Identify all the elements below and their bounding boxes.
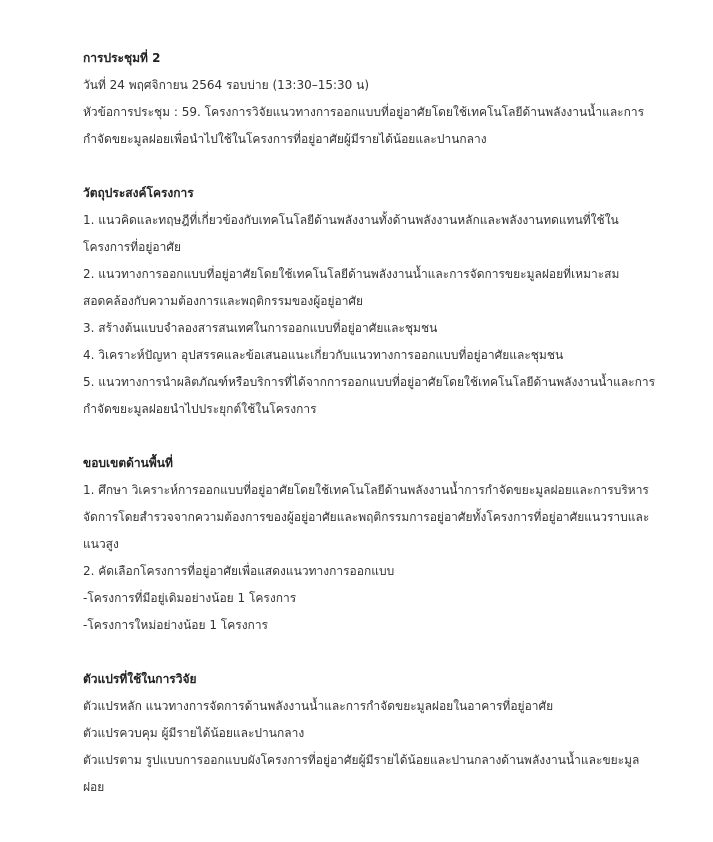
scope-heading: ขอบเขตด้านพื้นที่	[83, 456, 173, 470]
objective-2-line-1: 2. แนวทางการออกแบบที่อยู่อาศัยโดยใช้เทคโนโลยีด้านพลังงานน้ำและการจัดการขยะมูลฝอยที่เหมาะสม	[83, 267, 620, 281]
objective-5-line-1: 5. แนวทางการนำผลิตภัณฑ์หรือบริการที่ได้จากการออกแบบที่อยู่อาศัยโดยใช้เทคโนโลยีด้านพลังงานน้ำและการ	[83, 375, 656, 389]
meeting-title: การประชุมที่ 2	[83, 51, 161, 65]
objective-1-line-1: 1. แนวคิดและทฤษฎีที่เกี่ยวข้องกับเทคโนโลยีด้านพลังงานทั้งด้านพลังงานหลักและพลังงานทดแทนที่ใช้ใน	[83, 213, 619, 227]
meeting-topic-line-1: หัวข้อการประชุม : 59. โครงการวิจัยแนวทางการออกแบบที่อยู่อาศัยโดยใช้เทคโนโลยีด้านพลังงานน้ำและการ	[83, 105, 645, 119]
variables-heading: ตัวแปรที่ใช้ในการวิจัย	[83, 672, 197, 686]
objective-4: 4. วิเคราะห์ปัญหา อุปสรรคและข้อเสนอแนะเกี่ยวกับแนวทางการออกแบบที่อยู่อาศัยและชุมชน	[83, 348, 564, 362]
objectives-heading: วัตถุประสงค์โครงการ	[83, 186, 194, 200]
objective-5-line-2: กำจัดขยะมูลฝอยนำไปประยุกต์ใช้ในโครงการ	[83, 402, 317, 416]
scope-line-5: -โครงการที่มีอยู่เดิมอย่างน้อย 1 โครงการ	[83, 591, 297, 605]
section-spacer	[83, 423, 673, 450]
objective-3: 3. สร้างต้นแบบจำลองสารสนเทศในการออกแบบที่อยู่อาศัยและชุมชน	[83, 321, 438, 335]
meeting-date: วันที่ 24 พฤศจิกายน 2564 รอบบ่าย (13:30–15:30 น)	[83, 78, 369, 92]
section-spacer	[83, 639, 673, 666]
variables-line-1: ตัวแปรหลัก แนวทางการจัดการด้านพลังงานน้ำและการกำจัดขยะมูลฝอยในอาคารที่อยู่อาศัย	[83, 699, 554, 713]
scope-line-6: -โครงการใหม่อย่างน้อย 1 โครงการ	[83, 618, 269, 632]
variables-line-4: ฝอย	[83, 780, 105, 794]
meeting-topic-line-2: กำจัดขยะมูลฝอยเพื่อนำไปใช้ในโครงการที่อยู่อาศัยผู้มีรายได้น้อยและปานกลาง	[83, 132, 487, 146]
scope-line-2: จัดการโดยสำรวจจากความต้องการของผู้อยู่อาศัยและพฤติกรรมการอยู่อาศัยทั้งโครงการที่อยู่อาศัยแนวราบและ	[83, 510, 650, 524]
scope-line-1: 1. ศึกษา วิเคราะห์การออกแบบที่อยู่อาศัยโดยใช้เทคโนโลยีด้านพลังงานน้ำการกำจัดขยะมูลฝอยและการบริหาร	[83, 483, 649, 497]
scope-line-3: แนวสูง	[83, 537, 119, 551]
variables-line-3: ตัวแปรตาม รูปแบบการออกแบบผังโครงการที่อยู่อาศัยผู้มีรายได้น้อยและปานกลางด้านพลังงานน้ำและขยะมูล	[83, 753, 640, 767]
section-spacer	[83, 153, 673, 180]
objective-2-line-2: สอดคล้องกับความต้องการและพฤติกรรมของผู้อยู่อาศัย	[83, 294, 364, 308]
objective-1-line-2: โครงการที่อยู่อาศัย	[83, 240, 181, 254]
scope-line-4: 2. คัดเลือกโครงการที่อยู่อาศัยเพื่อแสดงแนวทางการออกแบบ	[83, 564, 395, 578]
variables-line-2: ตัวแปรควบคุม ผู้มีรายได้น้อยและปานกลาง	[83, 726, 305, 740]
